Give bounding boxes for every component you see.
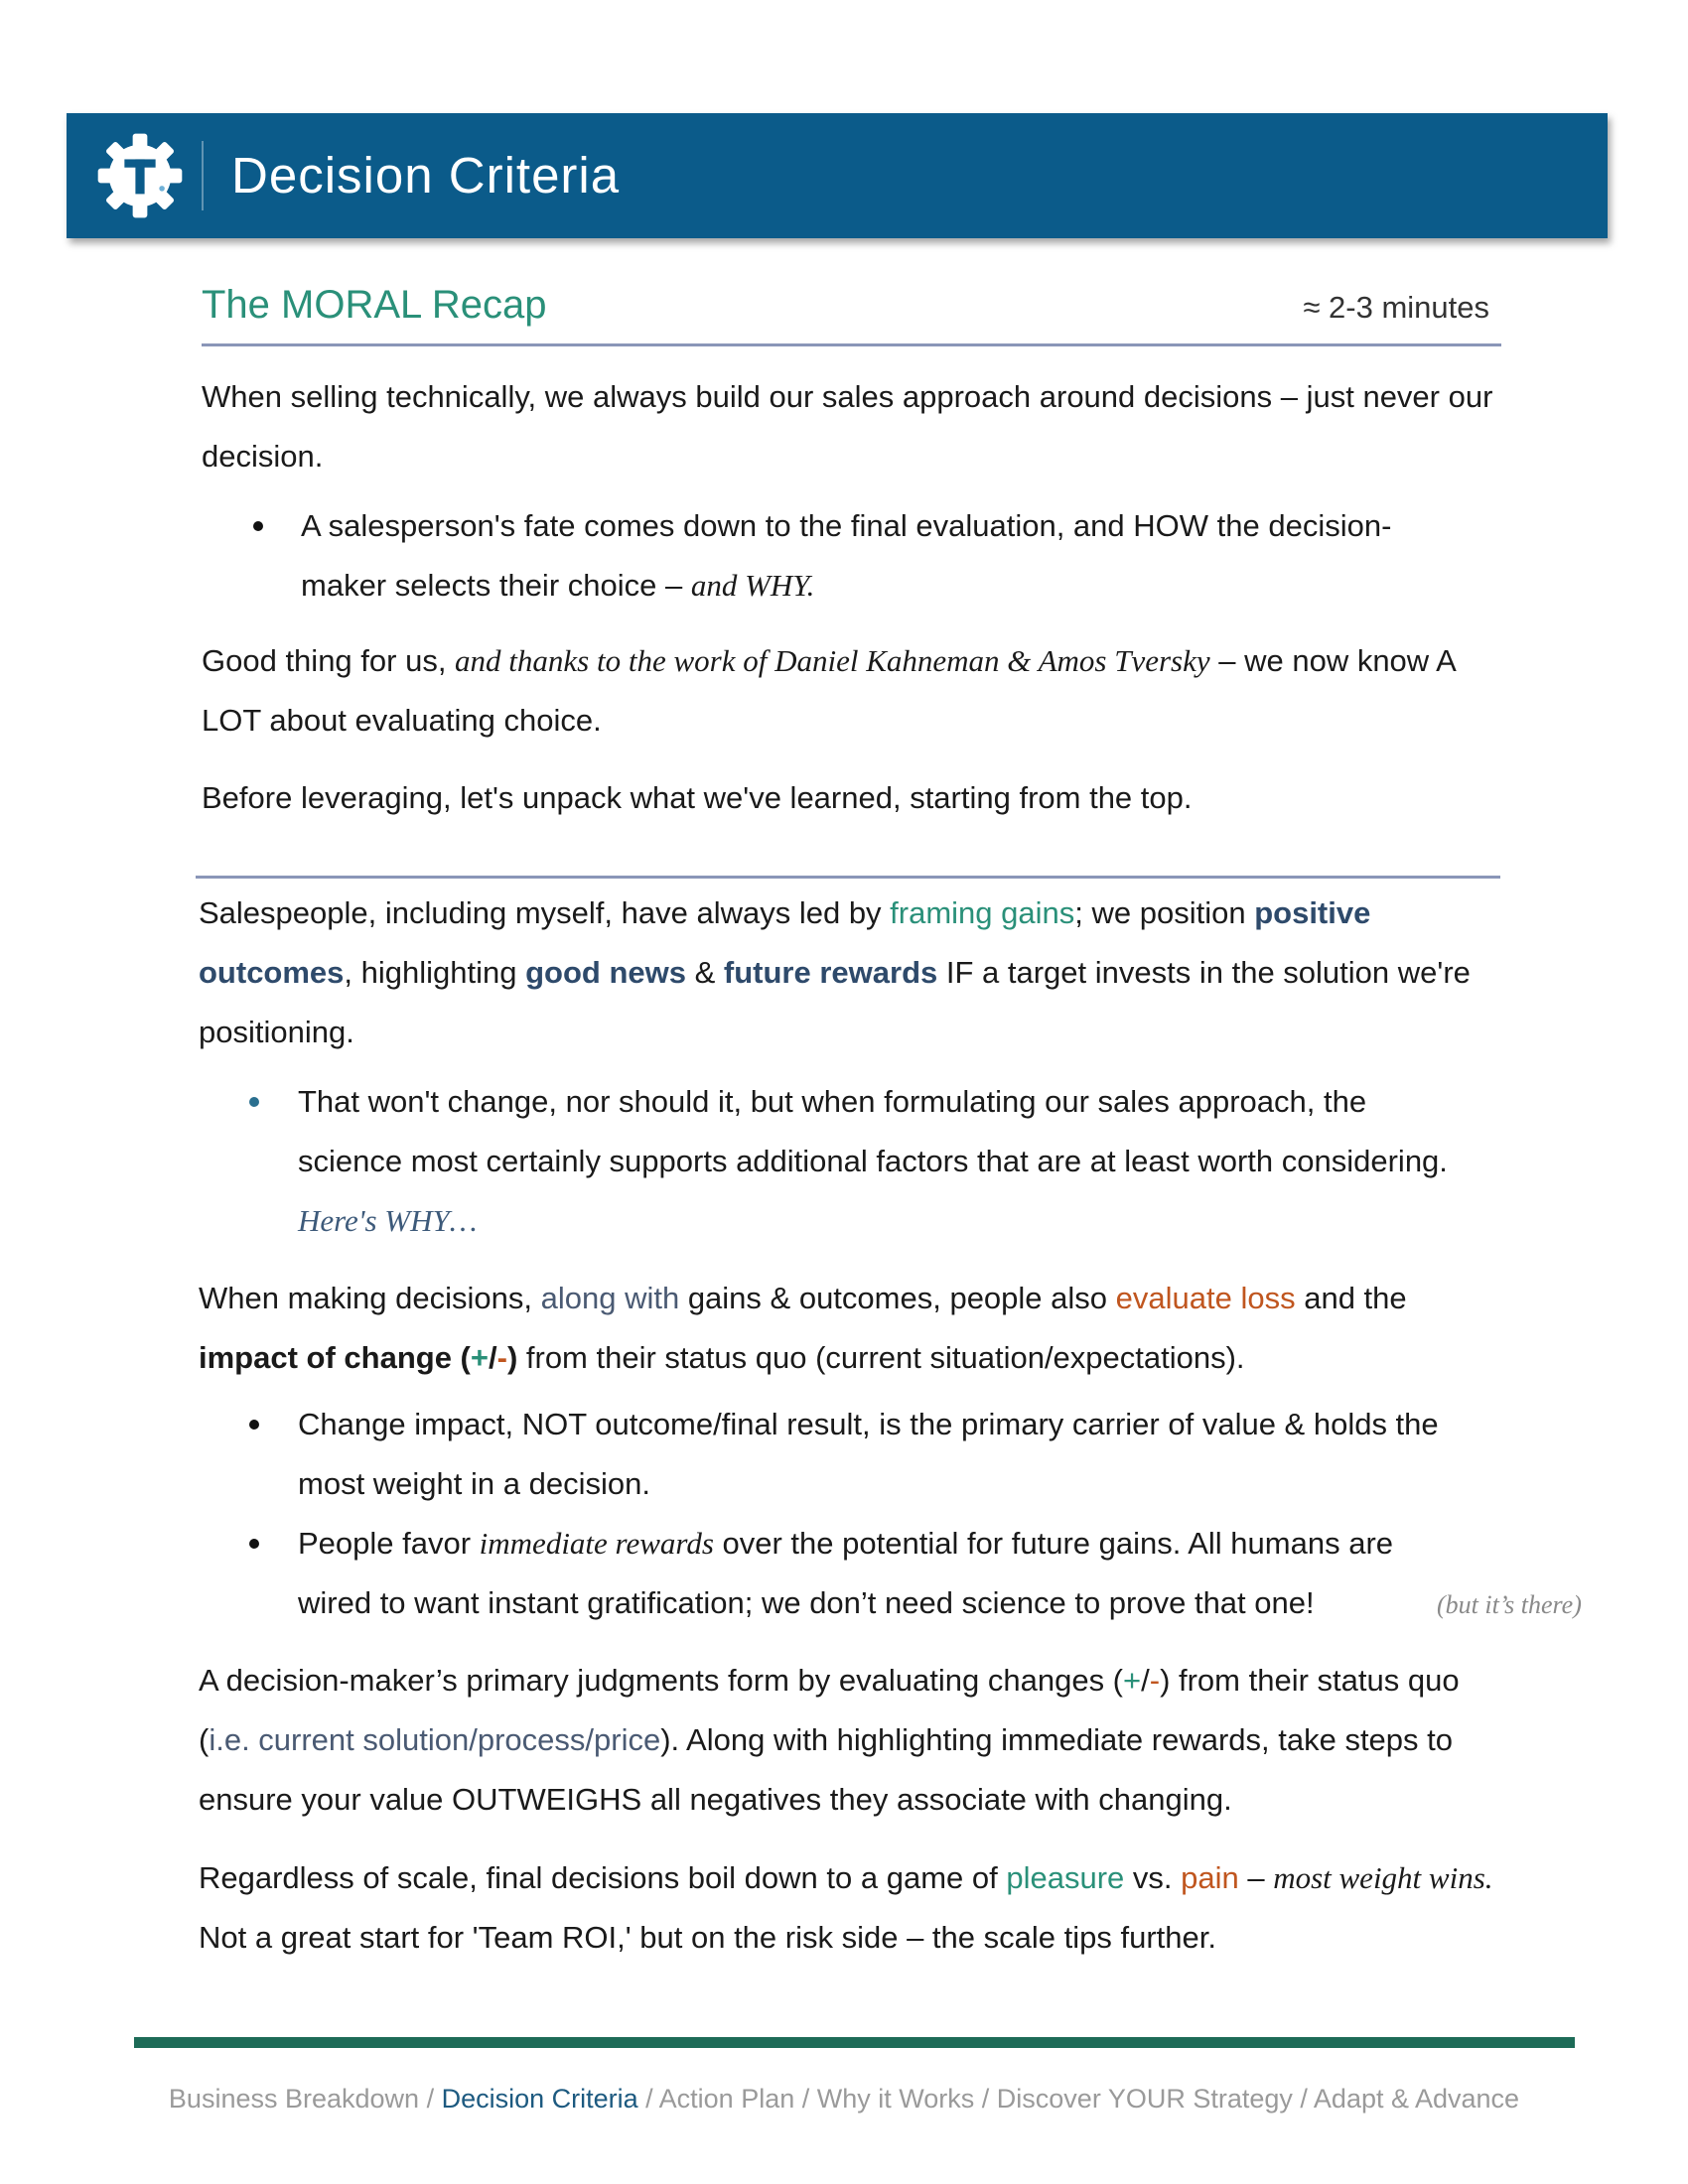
paragraph-status-quo: A decision-maker’s primary judgments form by evaluating changes (+/-) from their status quo (i.e. current solution/process/price). Along with highlighting immediate rewards, take steps to ensure your value OUTWEIGHS all negatives they associate with changing. (199, 1663, 1460, 1817)
paragraph-kahneman: Good thing for us, and thanks to the work of Daniel Kahneman & Amos Tversky – we now know A LOT about evaluating choice. (202, 643, 1456, 738)
breadcrumb-action-plan[interactable]: Action Plan (658, 2084, 795, 2114)
bullet-change-impact: Change impact, NOT outcome/final result, is the primary carrier of value & holds the most weight in a decision. (298, 1407, 1439, 1501)
bullet-fate: A salesperson's fate comes down to the final evaluation, and HOW the decision-maker selects their choice – and WHY. (301, 508, 1392, 603)
section-divider-2 (196, 876, 1500, 879)
bullet-marker (249, 1420, 259, 1430)
gear-logo-icon (94, 130, 186, 221)
duration-label: ≈ 2-3 minutes (1303, 290, 1489, 325)
aside-note: (but it’s there) (1437, 1590, 1582, 1619)
paragraph-evaluate-loss: When making decisions, along with gains & outcomes, people also evaluate loss and the impact of change (+/-) from their status quo (current situation/expectations). (199, 1281, 1407, 1375)
breadcrumb-business-breakdown[interactable]: Business Breakdown (168, 2084, 420, 2114)
bullet-marker (249, 1539, 259, 1549)
header-divider (202, 141, 204, 210)
bullet-science: That won't change, nor should it, but when formulating our sales approach, the science most certainly supports additional factors that are at least worth considering. Here's WHY… (298, 1084, 1448, 1238)
paragraph-unpack: Before leveraging, let's unpack what we've learned, starting from the top. (202, 780, 1193, 815)
breadcrumb-decision-criteria[interactable]: Decision Criteria (441, 2084, 638, 2114)
bullet-marker (249, 1097, 259, 1107)
section-title: The MORAL Recap (202, 283, 547, 327)
section-divider (202, 343, 1501, 346)
footer-breadcrumb: Business Breakdown / Decision Criteria / Action Plan / Why it Works / Discover YOUR Strategy / Adapt & Advance (168, 2084, 1520, 2114)
paragraph-pleasure-pain: Regardless of scale, final decisions boil down to a game of pleasure vs. pain – most weight wins. Not a great start for 'Team ROI,' but on the risk side – the scale tips further. (199, 1860, 1493, 1955)
paragraph-framing-gains: Salespeople, including myself, have always led by framing gains; we position positive outcomes, highlighting good news & future rewards IF a target invests in the solution we're positioning. (199, 895, 1471, 1049)
footer-divider (134, 2037, 1575, 2048)
paragraph-intro: When selling technically, we always build our sales approach around decisions – just never our decision. (202, 379, 1493, 474)
header-banner (67, 113, 1608, 238)
bullet-marker (253, 521, 263, 531)
page-title: Decision Criteria (231, 147, 621, 204)
breadcrumb-why-it-works[interactable]: Why it Works (816, 2084, 975, 2114)
breadcrumb-discover-strategy[interactable]: Discover YOUR Strategy (996, 2084, 1293, 2114)
breadcrumb-adapt-advance[interactable]: Adapt & Advance (1313, 2084, 1520, 2114)
bullet-immediate-rewards: People favor immediate rewards over the potential for future gains. All humans are wired to want instant gratification; we don’t need science to prove that one! (298, 1526, 1394, 1620)
